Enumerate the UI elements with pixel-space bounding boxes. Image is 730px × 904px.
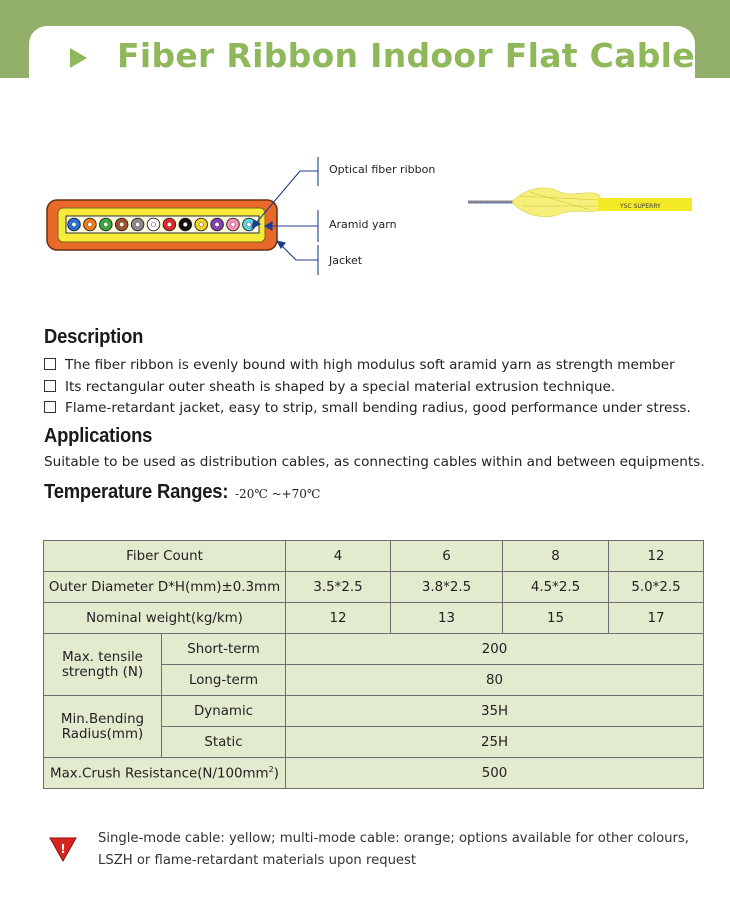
table-cell: 13 bbox=[391, 603, 503, 634]
weight-label: Nominal weight(kg/km) bbox=[44, 603, 286, 634]
warning-icon bbox=[49, 836, 77, 862]
crush-value: 500 bbox=[286, 758, 704, 789]
short-term-label: Short-term bbox=[162, 634, 286, 665]
callout-optical-fiber-ribbon: Optical fiber ribbon bbox=[329, 163, 436, 176]
table-cell: 3.8*2.5 bbox=[391, 572, 503, 603]
callout-arrow-jacket bbox=[277, 241, 285, 248]
table-cell: 3.5*2.5 bbox=[286, 572, 391, 603]
table-cell: 8 bbox=[503, 541, 609, 572]
note-line-2: LSZH or flame-retardant materials upon request bbox=[98, 853, 417, 868]
tensile-label: Max. tensile strength (N) bbox=[44, 634, 162, 696]
fiber-core bbox=[199, 222, 203, 226]
callout-lines bbox=[252, 157, 318, 275]
checkbox-icon bbox=[44, 358, 56, 370]
applications-heading: Applications bbox=[44, 425, 153, 447]
fiber-core bbox=[215, 222, 219, 226]
fiber-count-label: Fiber Count bbox=[44, 541, 286, 572]
description-item: The fiber ribbon is evenly bound with high modulus soft aramid yarn as strength member bbox=[44, 355, 691, 377]
long-term-label: Long-term bbox=[162, 665, 286, 696]
cable-diagram bbox=[0, 140, 730, 290]
table-cell: 6 bbox=[391, 541, 503, 572]
temperature-value: -20℃ ~+70℃ bbox=[235, 487, 321, 501]
fiber-core bbox=[167, 222, 171, 226]
table-cell: 17 bbox=[609, 603, 704, 634]
fiber-core bbox=[88, 222, 92, 226]
callout-line-jacket bbox=[280, 244, 318, 275]
description-item: Flame-retardant jacket, easy to strip, small bending radius, good performance under stress. bbox=[44, 398, 691, 420]
table-row bbox=[44, 572, 704, 603]
fiber-core bbox=[120, 222, 124, 226]
table-cell: 5.0*2.5 bbox=[609, 572, 704, 603]
page-title: Fiber Ribbon Indoor Flat Cable bbox=[117, 36, 695, 75]
dynamic-label: Dynamic bbox=[162, 696, 286, 727]
callout-jacket: Jacket bbox=[329, 254, 363, 267]
dynamic-value: 35H bbox=[286, 696, 704, 727]
fiber-core bbox=[183, 222, 187, 226]
description-heading: Description bbox=[44, 326, 144, 348]
table-cell: 15 bbox=[503, 603, 609, 634]
temperature-heading: Temperature Ranges: bbox=[44, 481, 229, 503]
cable-print: YSC SUPERRY bbox=[620, 203, 661, 210]
fiber-core bbox=[104, 222, 108, 226]
fiber-core bbox=[247, 222, 251, 226]
fiber-core bbox=[151, 222, 155, 226]
table-row bbox=[44, 634, 704, 665]
svg-text:!: ! bbox=[60, 842, 66, 856]
play-arrow-icon bbox=[70, 48, 87, 68]
table-cell: 4 bbox=[286, 541, 391, 572]
table-row bbox=[44, 696, 704, 727]
note-line-1: Single-mode cable: yellow; multi-mode cable: orange; options available for other colours, bbox=[98, 831, 689, 846]
checkbox-icon bbox=[44, 401, 56, 413]
callout-aramid-yarn: Aramid yarn bbox=[329, 218, 397, 231]
outer-diameter-label: Outer Diameter D*H(mm)±0.3mm bbox=[44, 572, 286, 603]
long-term-value: 80 bbox=[286, 665, 704, 696]
fiber-core bbox=[231, 222, 235, 226]
short-term-value: 200 bbox=[286, 634, 704, 665]
table-cell: 4.5*2.5 bbox=[503, 572, 609, 603]
static-label: Static bbox=[162, 727, 286, 758]
description-item: Its rectangular outer sheath is shaped by a special material extrusion technique. bbox=[44, 377, 691, 399]
fiber-core bbox=[72, 222, 76, 226]
note bbox=[98, 828, 689, 872]
checkbox-icon bbox=[44, 380, 56, 392]
static-value: 25H bbox=[286, 727, 704, 758]
crush-label: Max.Crush $Resistance(N/100mm^2)$ bbox=[44, 758, 286, 789]
table-cell: 12 bbox=[286, 603, 391, 634]
table-row bbox=[44, 541, 704, 572]
table-row bbox=[44, 603, 704, 634]
cable-photo bbox=[468, 188, 692, 217]
fiber-core bbox=[135, 222, 139, 226]
description-list bbox=[44, 355, 691, 420]
table-cell: 12 bbox=[609, 541, 704, 572]
spec-table bbox=[43, 540, 704, 789]
applications-text: Suitable to be used as distribution cables, as connecting cables within and between equipments. bbox=[44, 454, 705, 470]
table-row bbox=[44, 758, 704, 789]
bending-label: Min.Bending Radius(mm) bbox=[44, 696, 162, 758]
